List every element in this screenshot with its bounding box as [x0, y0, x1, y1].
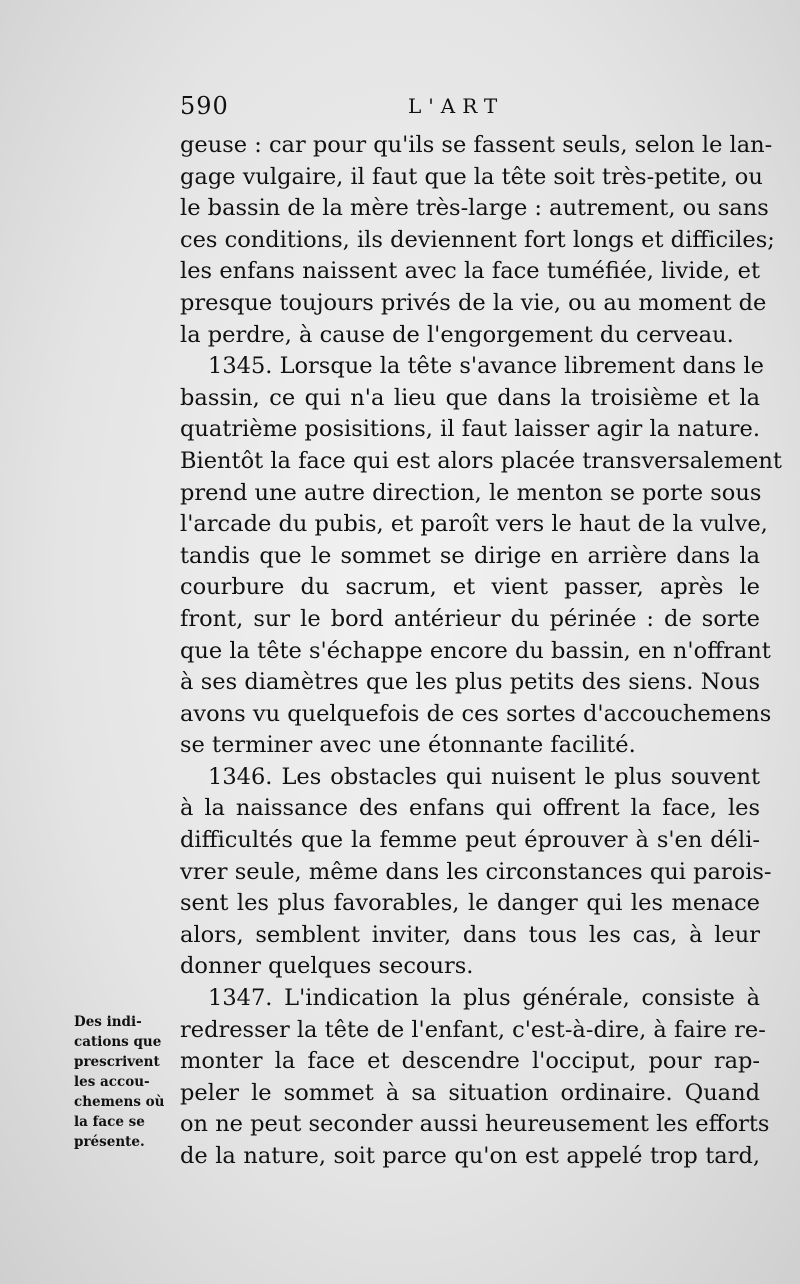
text-line: courbure du sacrum, et vient passer, après le — [180, 574, 760, 601]
text-line: monter la face et descendre l'occiput, pour rap- — [180, 1048, 760, 1075]
text-line: se terminer avec une étonnante facilité. — [180, 732, 636, 759]
text-line: gage vulgaire, il faut que la tête soit très-petite, ou — [180, 163, 763, 190]
text-line: donner quelques secours. — [180, 953, 474, 980]
page-number: 590 — [180, 92, 229, 120]
text-line: à la naissance des enfans qui offrent la face, les — [180, 795, 760, 822]
margin-note — [74, 1012, 184, 1152]
text-line: redresser la tête de l'enfant, c'est-à-dire, à faire re- — [180, 1016, 766, 1043]
text-line: l'arcade du pubis, et paroît vers le haut de la vulve, — [180, 511, 768, 538]
text-line: le bassin de la mère très-large : autrement, ou sans — [180, 195, 769, 222]
running-title: L'ART — [408, 94, 505, 118]
text-line: sent les plus favorables, le danger qui les menace — [180, 890, 760, 917]
margin-note-line: chemens où — [74, 1094, 165, 1110]
text-line: prend une autre direction, le menton se porte sous — [180, 479, 762, 506]
margin-note-line: les accou- — [74, 1074, 150, 1090]
text-line: Bientôt la face qui est alors placée transversalement — [180, 447, 782, 474]
margin-note-line: cations que — [74, 1034, 162, 1050]
paragraph-1345-start: 1345. Lorsque la tête s'avance librement dans le — [208, 353, 764, 380]
text-line: vrer seule, même dans les circonstances qui parois- — [180, 858, 772, 885]
text-line: bassin, ce qui n'a lieu que dans la troisième et la — [180, 384, 760, 411]
text-line: à ses diamètres que les plus petits des siens. Nous — [180, 669, 760, 696]
margin-note-line: Des indi- — [74, 1014, 142, 1030]
margin-note-line: la face se — [74, 1114, 145, 1130]
paragraph-1346-start: 1346. Les obstacles qui nuisent le plus souvent — [208, 763, 760, 790]
text-line: difficultés que la femme peut éprouver à s'en déli- — [180, 827, 760, 854]
paragraph-1347-start: 1347. L'indication la plus générale, consiste à — [208, 985, 760, 1012]
text-line: on ne peut seconder aussi heureusement les efforts — [180, 1111, 770, 1138]
text-line: ces conditions, ils deviennent fort longs et difficiles; — [180, 226, 775, 253]
text-line: presque toujours privés de la vie, ou au moment de — [180, 289, 767, 316]
running-head — [180, 92, 740, 122]
text-line: front, sur le bord antérieur du périnée : de sorte — [180, 605, 760, 632]
text-line: la perdre, à cause de l'engorgement du cerveau. — [180, 321, 734, 348]
text-line: avons vu quelquefois de ces sortes d'accouchemens — [180, 700, 772, 727]
text-line: tandis que le sommet se dirige en arrière dans la — [180, 542, 760, 569]
text-line: alors, semblent inviter, dans tous les cas, à leur — [180, 921, 760, 948]
text-line: geuse : car pour qu'ils se fassent seuls, selon le lan- — [180, 132, 773, 158]
text-line: peler le sommet à sa situation ordinaire. Quand — [180, 1079, 760, 1106]
body-text — [180, 130, 782, 1173]
margin-note-line: présente. — [74, 1134, 145, 1150]
text-line: de la nature, soit parce qu'on est appelé trop tard, — [180, 1143, 760, 1169]
margin-note-line: prescrivent — [74, 1054, 160, 1070]
text-line: quatrième posisitions, il faut laisser agir la nature. — [180, 416, 760, 443]
text-line: que la tête s'échappe encore du bassin, en n'offrant — [180, 637, 771, 664]
text-line: les enfans naissent avec la face tuméfiée, livide, et — [180, 258, 760, 285]
